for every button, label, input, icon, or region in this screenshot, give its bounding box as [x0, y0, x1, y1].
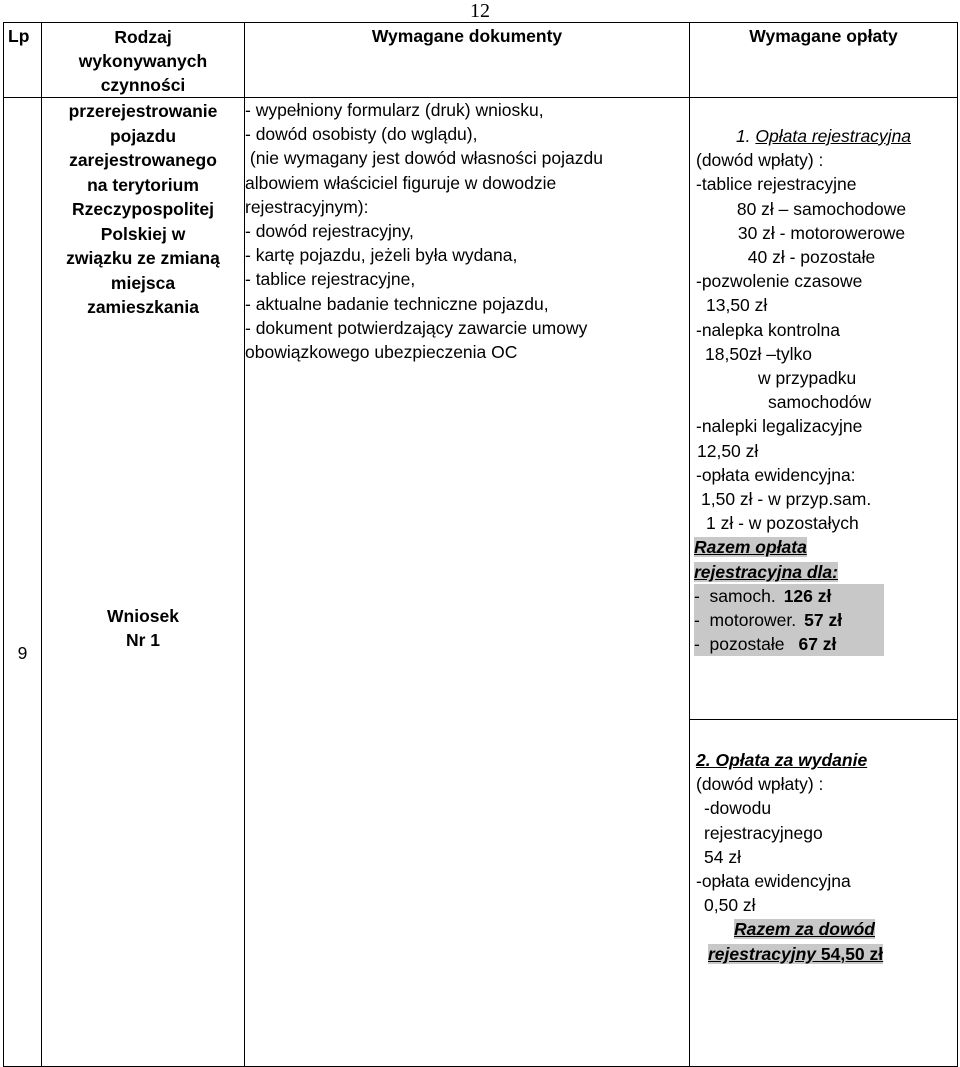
oplata1-totals — [694, 584, 957, 657]
total-samochody: - samoch. 126 zł — [694, 584, 884, 608]
row-rodzaj-cell — [42, 98, 245, 1067]
header-rodzaj: Rodzaj wykonywanych czynności — [42, 23, 245, 98]
oplata2-razem: Razem za dowód rejestracyjny 54,50 zł — [708, 919, 884, 964]
table-header-row — [4, 23, 958, 98]
table-row — [4, 98, 958, 720]
row-wniosek: Wniosek Nr 1 — [107, 606, 179, 650]
row-lp: 9 — [17, 643, 28, 663]
row-dokumenty: - wypełniony formularz (druk) wniosku, - dowód osobisty (do wglądu), (nie wymagany jest dowód własności pojazdu albowiem właściciel figuruje w dowodzie rejestracyjnym): - dowód rejestracyjny, - kartę pojazdu, jeżeli była wydana, - tablice rejestracyjne, - aktualne badanie techniczne pojazdu, - dokument potwierdzający zawarcie umowy obowiązkowego ubezpieczenia OC — [245, 98, 690, 1067]
header-dokumenty: Wymagane dokumenty — [245, 23, 690, 98]
oplata-wydanie-cell: 2. Opłata za wydanie (dowód wpłaty) : -dowodu rejestracyjnego 54 zł -opłata ewidencyjna 0,50 zł Razem za dowód rejestracyjny 54,50 zł — [690, 720, 958, 1067]
oplata-rejestracyjna-cell: 1. Opłata rejestracyjna (dowód wpłaty) : -tablice rejestracyjne 80 zł – samochodowe 30 zł - motorowerowe 40 zł - pozostałe -pozwolenie czasowe 13,50 zł -nalepka kontrolna 18,50zł –tylko w przypadku samochodów -nalepki legalizacyjne 12,50 zł -opłata ewidencyjna: 1,50 zł - w przyp.sam. 1 zł - w pozostałych Razem opłata rejestracyjna dla: - samoch. 126 zł - motorower. 57 zł - pozostałe 67 zł — [690, 98, 958, 720]
row-rodzaj: przerejestrowanie pojazdu zarejestrowanego na terytorium Rzeczypospolitej Polskiej w związku ze zmianą miejsca zamieszkania — [66, 101, 220, 317]
total-motorowery: - motorower. 57 zł — [694, 608, 884, 632]
oplata2-title: 2. Opłata za wydanie — [696, 750, 868, 770]
oplata1-title: 1. Opłata rejestracyjna — [735, 126, 912, 146]
page-number: 12 — [470, 0, 490, 22]
header-lp: Lp — [4, 23, 42, 98]
fees-table — [3, 22, 958, 1067]
header-oplaty: Wymagane opłaty — [690, 23, 958, 98]
row-lp-cell — [4, 98, 42, 1067]
total-pozostale: - pozostałe 67 zł — [694, 632, 884, 656]
oplata1-razem: Razem opłata rejestracyjna dla: — [694, 537, 838, 582]
